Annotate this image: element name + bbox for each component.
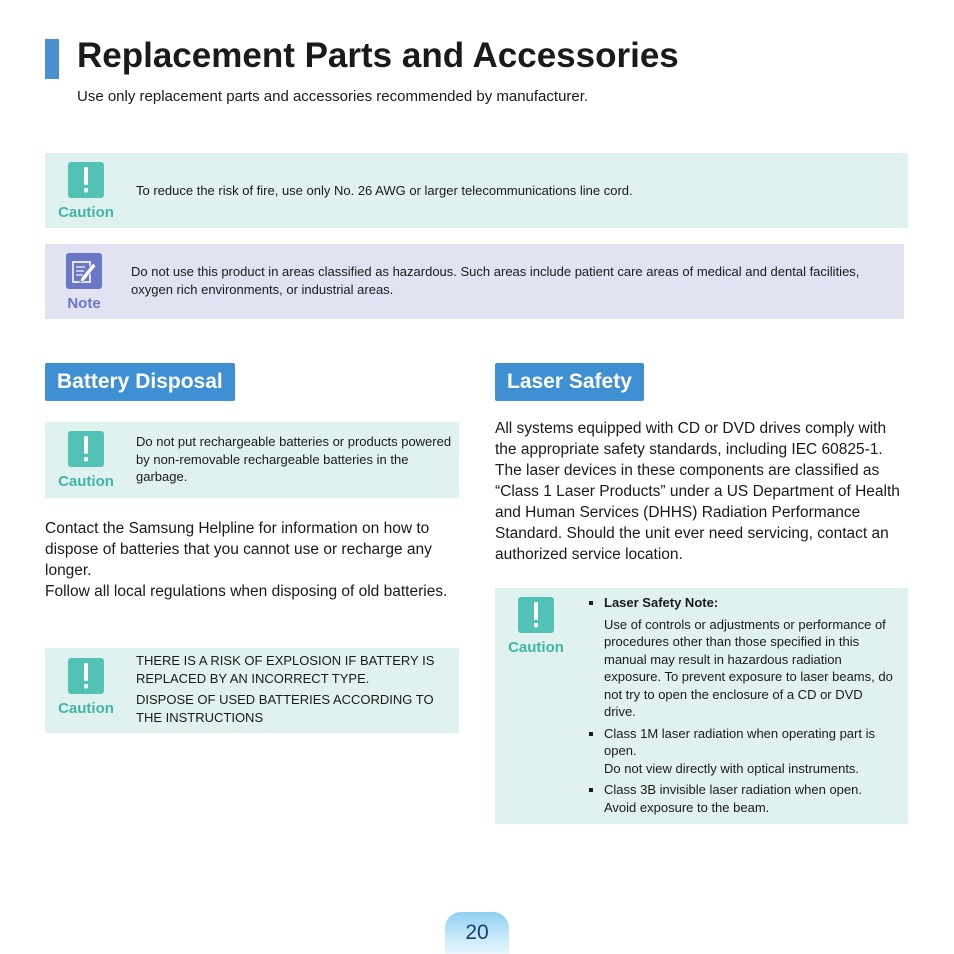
exclamation-icon [68, 162, 104, 198]
caution-label: Caution [508, 639, 564, 656]
caution-box-explosion [45, 648, 459, 733]
list-item [587, 725, 897, 778]
page-subtitle: Use only replacement parts and accessories recommended by manufacturer. [77, 88, 589, 105]
note-text: Do not use this product in areas classified as hazardous. Such areas include patient care areas of medical and dental facilities, oxygen rich environments, or industrial areas. [131, 264, 860, 297]
caution-badge [56, 658, 116, 717]
laser-safety-heading: Laser Safety [495, 363, 644, 401]
list-item [587, 594, 897, 721]
exclamation-icon [518, 597, 554, 633]
caution-badge [506, 597, 566, 656]
page-number: 20 [445, 912, 509, 954]
battery-body [45, 518, 459, 602]
caution-label: Caution [58, 700, 114, 717]
title-accent-bar [45, 39, 59, 79]
caution-text: Do not put rechargeable batteries or products powered by non-removable rechargeable batteries in the garbage. [136, 434, 452, 484]
battery-helpline-text: Contact the Samsung Helpline for information on how to dispose of batteries that you cannot use or recharge any longer. [45, 520, 432, 579]
caution-box-battery-garbage [45, 422, 459, 498]
laser-caution-list [587, 594, 897, 820]
caution-badge [56, 431, 116, 490]
battery-regulations-text: Follow all local regulations when disposing of old batteries. [45, 583, 448, 600]
exclamation-icon [68, 658, 104, 694]
caution-text-group [136, 652, 454, 726]
dispose-instruction: DISPOSE OF USED BATTERIES ACCORDING TO THE INSTRUCTIONS [136, 692, 434, 725]
class-1m-warning: Do not view directly with optical instruments. [604, 760, 860, 776]
caution-box-laser [495, 588, 908, 824]
page-title: Replacement Parts and Accessories [77, 36, 679, 75]
laser-note-text: Use of controls or adjustments or performance of procedures other than those specified in this manual may result in hazardous radiation exposure. To prevent exposure to laser beams, do not try to open the enclosure of a CD or DVD drive. [604, 616, 893, 719]
laser-note-title: Laser Safety Note: [604, 595, 719, 610]
exclamation-icon [68, 431, 104, 467]
caution-box-fire [45, 153, 908, 228]
note-box-hazardous [45, 244, 904, 319]
note-label: Note [67, 295, 101, 312]
caution-badge [56, 162, 116, 221]
class-1m-text: Class 1M laser radiation when operating part is open. [604, 725, 875, 758]
caution-label: Caution [58, 473, 114, 490]
caution-text: To reduce the risk of fire, use only No. 26 AWG or larger telecommunications line cord. [136, 183, 633, 198]
laser-body: All systems equipped with CD or DVD drives comply with the appropriate safety standards, including IEC 60825-1. The laser devices in these components are classified as “Class 1 Laser Products” under a US Department of Health and Human Services (DHHS) Radiation Performance Standard. Should the unit ever need servicing, contact an authorized service location. [495, 420, 900, 563]
caution-label: Caution [58, 204, 114, 221]
list-item [587, 781, 897, 816]
explosion-warning: THERE IS A RISK OF EXPLOSION IF BATTERY IS REPLACED BY AN INCORRECT TYPE. [136, 653, 435, 686]
note-badge [54, 253, 114, 312]
class-3b-text: Class 3B invisible laser radiation when open. Avoid exposure to the beam. [604, 782, 862, 815]
laser-notes [587, 594, 897, 816]
battery-disposal-heading: Battery Disposal [45, 363, 235, 401]
pencil-note-icon [66, 253, 102, 289]
